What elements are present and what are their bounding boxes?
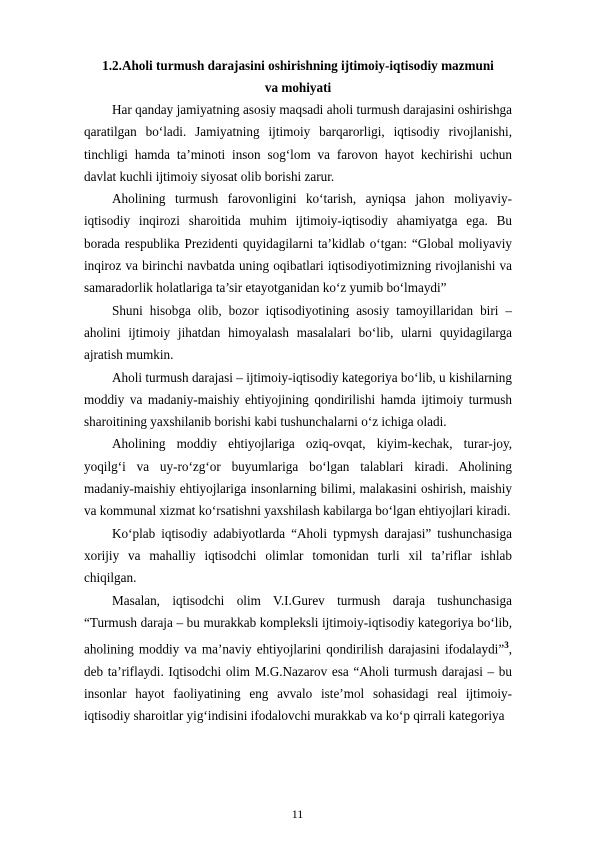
section-heading [84,55,512,99]
paragraph: Har qanday jamiyatning asosiy maqsadi aholi turmush darajasini oshirishga qaratilgan bo‘ladi. Jamiyatning ijtimoiy barqarorligi, iqtisodiy rivojlanishi, tinchligi hamda ta’minoti inson sog‘lom va farovon hayot kechirishi uchun davlat kuchli ijtimoiy siyosat olib borishi zarur. [84,102,512,184]
paragraph: Aholining turmush farovonligini ko‘tarish, ayniqsa jahon moliyaviy-iqtisodiy inqirozi sharoitida muhim ijtimoiy-iqtisodiy ahamiyatga ega. Bu borada respublika Prezidenti quyidagilarni ta’kidlab o‘tgan: “Global moliyaviy inqiroz va birinchi navbatda uning oqibatlari iqtisodiyotimizning rivojlanishi va samaradorlik holatlariga ta’sir etayotganidan ko‘z yumib bo‘lmaydi” [84,191,512,296]
heading-line-2: va mohiyati [264,80,332,95]
paragraph: Shuni hisobga olib, bozor iqtisodiyotining asosiy tamoyillaridan biri – aholini ijtimoiy jihatdan himoyalash masalalari bo‘lib, ularni quyidagilarga ajratish mumkin. [84,302,512,363]
page-number: 11 [291,807,304,821]
footnote-reference: 3 [504,640,509,651]
heading-line-1: 1.2.Aholi turmush darajasini oshirishning ijtimoiy-iqtisodiy mazmuni [102,58,494,73]
paragraph: Aholi turmush darajasi – ijtimoiy-iqtisodiy kategoriya bo‘lib, u kishilarning moddiy va madaniy-maishiy ehtiyojining qondirilishi hamda ijtimoiy turmush sharoitining yaxshilanib borishi kabi tushunchalarni o‘z ichiga oladi. [84,369,512,430]
body-text [84,99,512,728]
paragraph-with-footnote [84,590,512,728]
paragraph-text: Masalan, iqtisodchi olim V.I.Gurev turmush daraja tushunchasiga “Turmush daraja – bu murakkab kompleksli ijtimoiy-iqtisodiy kategoriya bo‘lib, aholining moddiy va ma’naviy ehtiyojlarini qondirilish darajasini ifodalaydi” [84,592,512,657]
paragraph-text: , deb ta’riflaydi. Iqtisodchi olim M.G.Nazarov esa “Aholi turmush darajasi – bu insonlar hayot faoliyatining eng avvalo iste’mol sohasidagi real ijtimoiy-iqtisodiy sharoitlar yig‘indisini ifodalovchi murakkab va ko‘p qirrali kategoriya [84,641,512,724]
paragraph: Aholining moddiy ehtiyojlariga oziq-ovqat, kiyim-kechak, turar-joy, yoqilg‘i va uy-ro‘zg‘or buyumlariga bo‘lgan talablari kiradi. Aholining madaniy-maishiy ehtiyojlariga insonlarning bilimi, malakasini oshirish, maishiy va kommunal xizmat ko‘rsatishni yaxshilash kabilarga bo‘lgan ehtiyojlari kiradi. [84,436,512,519]
paragraph: Ko‘plab iqtisodiy adabiyotlarda “Aholi typmysh darajasi” tushunchasiga xorijiy va mahalliy iqtisodchi olimlar tomonidan turli xil ta’riflar ishlab chiqilgan. [84,525,512,586]
